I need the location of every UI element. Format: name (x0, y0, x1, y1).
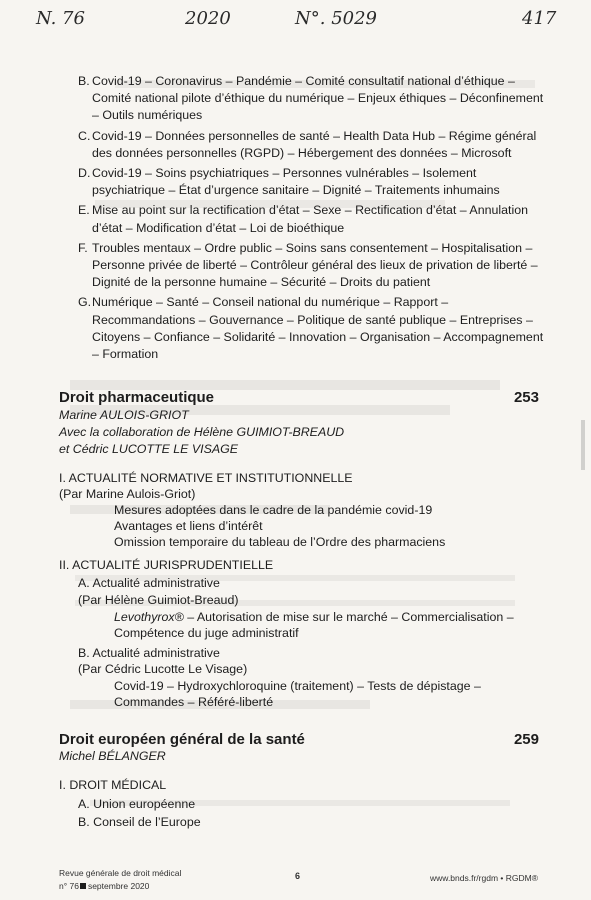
footer-journal: Revue générale de droit médical (59, 868, 182, 878)
topic-letter: D. (78, 166, 91, 181)
footer-site: www.bnds.fr/rgdm • RGDM® (430, 873, 538, 883)
topic-letter: E. (78, 203, 90, 218)
topic-item-c (78, 128, 548, 162)
author-name: Michel BÉLANGER (59, 749, 166, 763)
topic-item-f (78, 240, 548, 292)
collaborator-line-1: Avec la collaboration de Hélène GUIMIOT-BREAUD (59, 425, 345, 439)
topic-text: Covid-19 – Soins psychiatriques – Personnes vulnérables – Isolement psychiatrique – État d’urgence sanitaire – Dignité – Traitements inhumains (92, 166, 500, 198)
topic-text: Mise au point sur la rectification d’état – Sexe – Rectification d’état – Annulation d’état – Modification d’état – Loi de bioéthique (92, 203, 528, 235)
footer-issue-number: n° 76 (59, 881, 79, 891)
footer-page-number: 6 (295, 871, 301, 881)
topic-item-b (78, 73, 548, 125)
drug-name: Levothyrox® (114, 610, 184, 624)
topic-item-d (78, 165, 548, 199)
topic-letter: C. (78, 128, 91, 143)
toc-entry-text: – Autorisation de mise sur le marché – Commercialisation – (183, 610, 514, 624)
topic-letter: G. (78, 295, 92, 310)
topic-letter: F. (78, 240, 88, 255)
toc-entry: Covid-19 – Hydroxychloroquine (traitement) – Tests de dépistage – (114, 679, 481, 693)
toc-heading-jurisprudence: II. ACTUALITÉ JURISPRUDENTIELLE (59, 558, 274, 572)
toc-entry: Compétence du juge administratif (114, 626, 299, 640)
toc-subheading: A. Union européenne (78, 797, 196, 811)
topic-letter: B. (78, 74, 90, 88)
section-page-number: 259 (513, 731, 539, 748)
side-copyright-mark (581, 420, 585, 470)
section-heading-pharma (59, 389, 539, 407)
topic-list (78, 73, 548, 366)
square-bullet-icon (80, 883, 86, 889)
toc-entry (114, 610, 514, 624)
collaborator-line-2: et Cédric LUCOTTE LE VISAGE (59, 442, 239, 456)
toc-byline: (Par Marine Aulois-Griot) (59, 487, 196, 501)
toc-entry: Avantages et liens d’intérêt (114, 519, 263, 533)
footer-issue (59, 881, 149, 891)
toc-subheading: B. Conseil de l’Europe (78, 815, 201, 829)
toc-entry: Omission temporaire du tableau de l’Ordre des pharmaciens (114, 535, 446, 549)
toc-byline: (Par Cédric Lucotte Le Visage) (78, 662, 248, 676)
topic-item-g (78, 294, 548, 363)
handwritten-issue: N. 76 (36, 8, 85, 29)
handwritten-year: 2020 (185, 8, 231, 29)
author-name: Marine AULOIS-GRIOT (59, 408, 189, 422)
toc-heading-normative: I. ACTUALITÉ NORMATIVE ET INSTITUTIONNELLE (59, 471, 353, 485)
toc-subheading: B. Actualité administrative (78, 646, 220, 660)
topic-text: Covid-19 – Données personnelles de santé – Health Data Hub – Régime général des données personnelles (RGPD) – Hébergement des données – Microsoft (92, 128, 537, 160)
topic-text: Numérique – Santé – Conseil national du numérique – Rapport – Recommandations – Gouvernance – Politique de santé publique – Entreprises – Citoyens – Confiance – Solidarité – Innovation – Organisation – Accompagnement – Formation (92, 295, 544, 362)
topic-text: Covid-19 – Coronavirus – Pandémie – Comité consultatif national d’éthique – Comité national pilote d’éthique du numérique – Enjeux éthiques – Déconfinement – Outils numériques (92, 74, 544, 123)
toc-heading-medical: I. DROIT MÉDICAL (59, 778, 167, 792)
topic-text: Troubles mentaux – Ordre public – Soins sans consentement – Hospitalisation – Personne privée de liberté – Contrôleur général des lieux de privation de liberté – Dignité de la personne humaine – Sécurité – Droits du patient (92, 240, 538, 290)
section-page-number: 253 (513, 389, 539, 406)
section-title: Droit pharmaceutique (59, 389, 215, 406)
footer-date: septembre 2020 (87, 881, 150, 891)
handwritten-number: N°. 5029 (295, 8, 378, 29)
toc-subheading: A. Actualité administrative (78, 576, 220, 590)
toc-entry: Commandes – Référé-liberté (114, 695, 274, 709)
handwritten-page: 417 (522, 8, 557, 29)
section-title: Droit européen général de la santé (59, 731, 305, 748)
section-heading-euro (59, 731, 539, 749)
toc-byline: (Par Hélène Guimiot-Breaud) (78, 593, 239, 607)
topic-item-e (78, 202, 548, 236)
toc-entry: Mesures adoptées dans le cadre de la pandémie covid-19 (114, 503, 433, 517)
